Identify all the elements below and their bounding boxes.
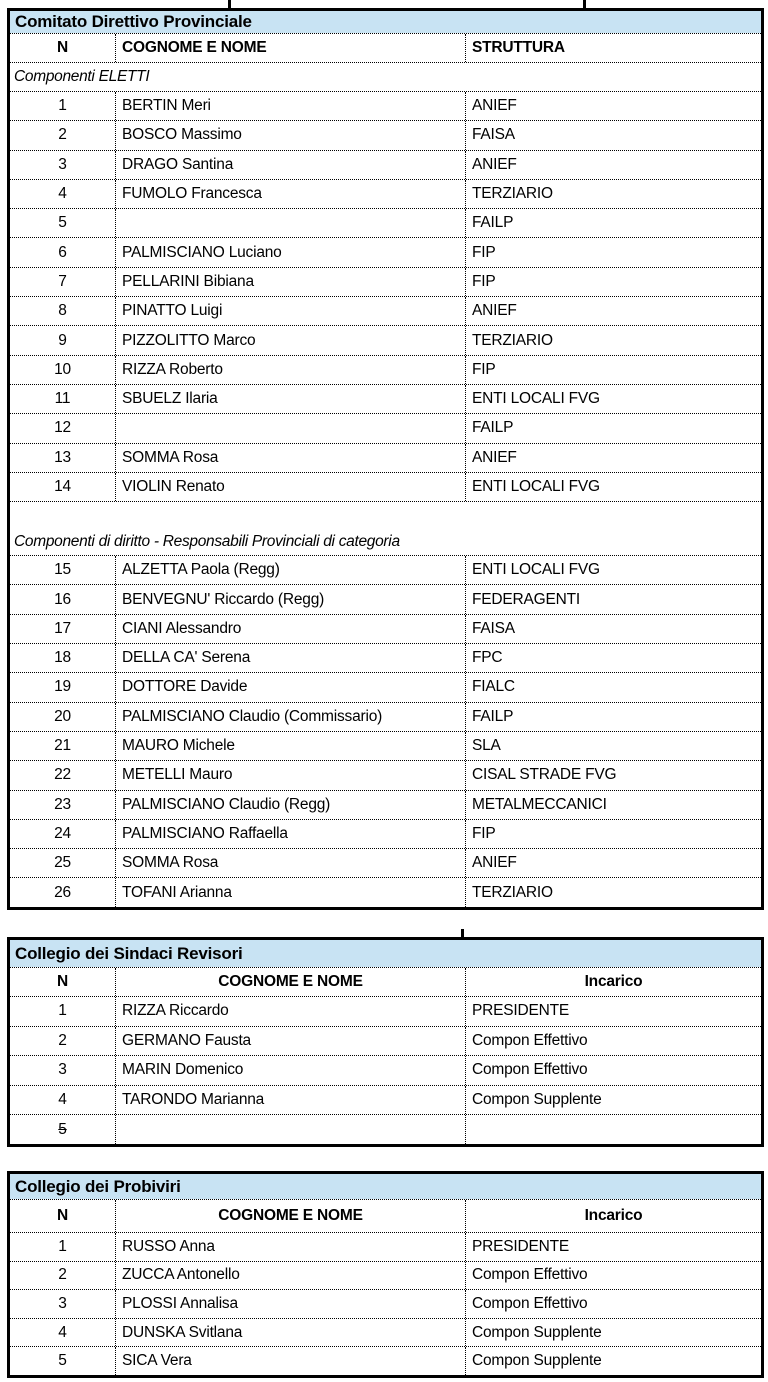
cell-value: FAISA: [465, 121, 761, 149]
column-header-incarico: Incarico: [465, 1200, 761, 1232]
cell-name: BENVEGNU' Riccardo (Regg): [115, 585, 465, 613]
table-row: [10, 672, 761, 701]
cell-number: 3: [58, 1061, 67, 1079]
cell-value: FIP: [465, 268, 761, 296]
cell-number: 22: [54, 766, 71, 784]
table-row: [10, 819, 761, 848]
cell-name: PINATTO Luigi: [115, 297, 465, 325]
table-row: [10, 996, 761, 1026]
table-row: [10, 643, 761, 672]
table-row: [10, 848, 761, 877]
cell-name: [115, 209, 465, 237]
table-row: [10, 1318, 761, 1347]
cell-name: BERTIN Meri: [115, 92, 465, 120]
table-title: Comitato Direttivo Provinciale: [10, 11, 761, 33]
cell-name: DELLA CA' Serena: [115, 644, 465, 672]
table-row: [10, 790, 761, 819]
table-row: [10, 296, 761, 325]
cell-name: RUSSO Anna: [115, 1233, 465, 1261]
cell-value: ANIEF: [465, 151, 761, 179]
cell-number: 9: [58, 331, 67, 349]
cell-value: Compon Effettivo: [465, 1290, 761, 1318]
table-comitato-direttivo: [7, 8, 764, 910]
cell-number: 4: [58, 1323, 67, 1341]
cell-name: FUMOLO Francesca: [115, 180, 465, 208]
cell-number: 20: [54, 707, 71, 725]
table-title: Collegio dei Sindaci Revisori: [10, 940, 761, 967]
cell-value: TERZIARIO: [465, 326, 761, 354]
cell-number: 23: [54, 795, 71, 813]
cell-value: FIALC: [465, 673, 761, 701]
table-row: [10, 584, 761, 613]
cell-value: TERZIARIO: [465, 878, 761, 906]
cell-name: [115, 414, 465, 442]
table-row: [10, 702, 761, 731]
cell-number: 25: [54, 854, 71, 872]
table-row: [10, 267, 761, 296]
table-row: [10, 1055, 761, 1085]
cell-value: FAILP: [465, 703, 761, 731]
cell-number: 1: [58, 1237, 67, 1255]
cell-number: 8: [58, 302, 67, 320]
cell-number: 4: [58, 185, 67, 203]
cell-value: ANIEF: [465, 297, 761, 325]
cell-value: PRESIDENTE: [465, 1233, 761, 1261]
header-row: [10, 1199, 761, 1232]
cell-number: 2: [58, 1266, 67, 1284]
cell-number: 12: [54, 419, 71, 437]
cell-value: CISAL STRADE FVG: [465, 761, 761, 789]
cell-value: FIP: [465, 356, 761, 384]
table-row: [10, 208, 761, 237]
column-header-n: N: [57, 973, 68, 990]
cell-number: 10: [54, 360, 71, 378]
cell-number: 5: [58, 1352, 67, 1370]
cell-number: 15: [54, 561, 71, 579]
cell-number: 17: [54, 619, 71, 637]
cell-value: FIP: [465, 238, 761, 266]
cell-name: SICA Vera: [115, 1347, 465, 1375]
table-row: [10, 614, 761, 643]
cell-value: Compon Effettivo: [465, 1056, 761, 1085]
table-title: Collegio dei Probiviri: [10, 1174, 761, 1199]
table-row: [10, 325, 761, 354]
cell-name: TOFANI Arianna: [115, 878, 465, 906]
cell-name: VIOLIN Renato: [115, 473, 465, 501]
header-row: [10, 967, 761, 996]
column-header-cognome: COGNOME E NOME: [115, 968, 465, 996]
cell-value: Compon Effettivo: [465, 1262, 761, 1290]
table-row: [10, 237, 761, 266]
table-row: [10, 413, 761, 442]
table-row: [10, 472, 761, 501]
cell-number: 6: [58, 243, 67, 261]
section-label-componenti-eletti: Componenti ELETTI: [10, 62, 761, 91]
cell-number: 26: [54, 883, 71, 901]
cell-value: FPC: [465, 644, 761, 672]
table-row: [10, 731, 761, 760]
cell-value: ENTI LOCALI FVG: [465, 385, 761, 413]
cell-value: SLA: [465, 732, 761, 760]
cell-number: 3: [58, 155, 67, 173]
cell-name: MARIN Domenico: [115, 1056, 465, 1085]
cell-number: 5: [58, 214, 67, 232]
table-row: [10, 877, 761, 906]
cell-name: PALMISCIANO Raffaella: [115, 820, 465, 848]
cell-number: 1: [58, 97, 67, 115]
table-sindaci-revisori: [7, 937, 764, 1147]
cell-number: 5: [58, 1120, 67, 1138]
column-header-cognome: COGNOME E NOME: [115, 1200, 465, 1232]
cell-number: 1: [58, 1002, 67, 1020]
cell-name: [115, 1115, 465, 1144]
cell-number: 24: [54, 824, 71, 842]
cell-number: 13: [54, 448, 71, 466]
table-probiviri: [7, 1171, 764, 1378]
cell-number: 2: [58, 126, 67, 144]
cell-name: DOTTORE Davide: [115, 673, 465, 701]
table-row: [10, 443, 761, 472]
cell-value: FAISA: [465, 615, 761, 643]
cell-name: DRAGO Santina: [115, 151, 465, 179]
cell-value: Compon Supplente: [465, 1319, 761, 1347]
cell-value: Compon Supplente: [465, 1086, 761, 1115]
cell-name: PALMISCIANO Claudio (Commissario): [115, 703, 465, 731]
table-row: [10, 1261, 761, 1290]
column-header-n: N: [57, 1207, 68, 1224]
cell-name: ZUCCA Antonello: [115, 1262, 465, 1290]
cell-name: DUNSKA Svitlana: [115, 1319, 465, 1347]
cell-name: RIZZA Roberto: [115, 356, 465, 384]
cell-name: GERMANO Fausta: [115, 1027, 465, 1056]
table-row: [10, 355, 761, 384]
cell-name: CIANI Alessandro: [115, 615, 465, 643]
cell-number: 16: [54, 590, 71, 608]
cell-name: MAURO Michele: [115, 732, 465, 760]
cell-value: ENTI LOCALI FVG: [465, 556, 761, 584]
table-row: [10, 150, 761, 179]
cell-name: PIZZOLITTO Marco: [115, 326, 465, 354]
cell-value: ENTI LOCALI FVG: [465, 473, 761, 501]
table-row: [10, 1346, 761, 1375]
table-row: [10, 1026, 761, 1056]
cell-value: PRESIDENTE: [465, 997, 761, 1026]
cell-number: 19: [54, 678, 71, 696]
table-row: [10, 1232, 761, 1261]
table-row: [10, 91, 761, 120]
section-label-componenti-diritto: Componenti di diritto - Responsabili Provinciali di categoria: [10, 501, 761, 555]
cell-number: 18: [54, 649, 71, 667]
cell-number: 14: [54, 478, 71, 495]
cell-name: PLOSSI Annalisa: [115, 1290, 465, 1318]
cell-number: 7: [58, 272, 67, 290]
cell-value: ANIEF: [465, 444, 761, 472]
table-row: [10, 1289, 761, 1318]
cell-value: [465, 1115, 761, 1144]
cell-name: TARONDO Marianna: [115, 1086, 465, 1115]
cell-value: Compon Supplente: [465, 1347, 761, 1375]
cell-value: Compon Effettivo: [465, 1027, 761, 1056]
cell-value: METALMECCANICI: [465, 791, 761, 819]
cell-number: 2: [58, 1031, 67, 1049]
cell-value: ANIEF: [465, 92, 761, 120]
column-header-incarico: Incarico: [465, 968, 761, 996]
cell-value: FAILP: [465, 209, 761, 237]
cell-name: SBUELZ Ilaria: [115, 385, 465, 413]
cell-number: 21: [54, 737, 71, 755]
cell-name: PALMISCIANO Luciano: [115, 238, 465, 266]
column-header-cognome: COGNOME E NOME: [115, 34, 465, 62]
cell-name: BOSCO Massimo: [115, 121, 465, 149]
cell-name: ALZETTA Paola (Regg): [115, 556, 465, 584]
cell-number: 4: [58, 1091, 67, 1109]
table-row: [10, 179, 761, 208]
cell-value: FIP: [465, 820, 761, 848]
table-row: [10, 120, 761, 149]
table-row: [10, 1114, 761, 1144]
table-row: [10, 555, 761, 584]
column-header-struttura: STRUTTURA: [465, 34, 761, 62]
cell-name: PELLARINI Bibiana: [115, 268, 465, 296]
table-row: [10, 760, 761, 789]
cell-name: PALMISCIANO Claudio (Regg): [115, 791, 465, 819]
cell-value: FAILP: [465, 414, 761, 442]
cell-number: 3: [58, 1294, 67, 1312]
cell-value: ANIEF: [465, 849, 761, 877]
cell-name: METELLI Mauro: [115, 761, 465, 789]
cell-number: 11: [54, 390, 71, 408]
column-header-n: N: [57, 39, 68, 56]
cell-value: FEDERAGENTI: [465, 585, 761, 613]
cell-name: SOMMA Rosa: [115, 849, 465, 877]
table-row: [10, 384, 761, 413]
cell-value: TERZIARIO: [465, 180, 761, 208]
cell-name: RIZZA Riccardo: [115, 997, 465, 1026]
header-row: [10, 33, 761, 62]
cell-name: SOMMA Rosa: [115, 444, 465, 472]
table-row: [10, 1085, 761, 1115]
